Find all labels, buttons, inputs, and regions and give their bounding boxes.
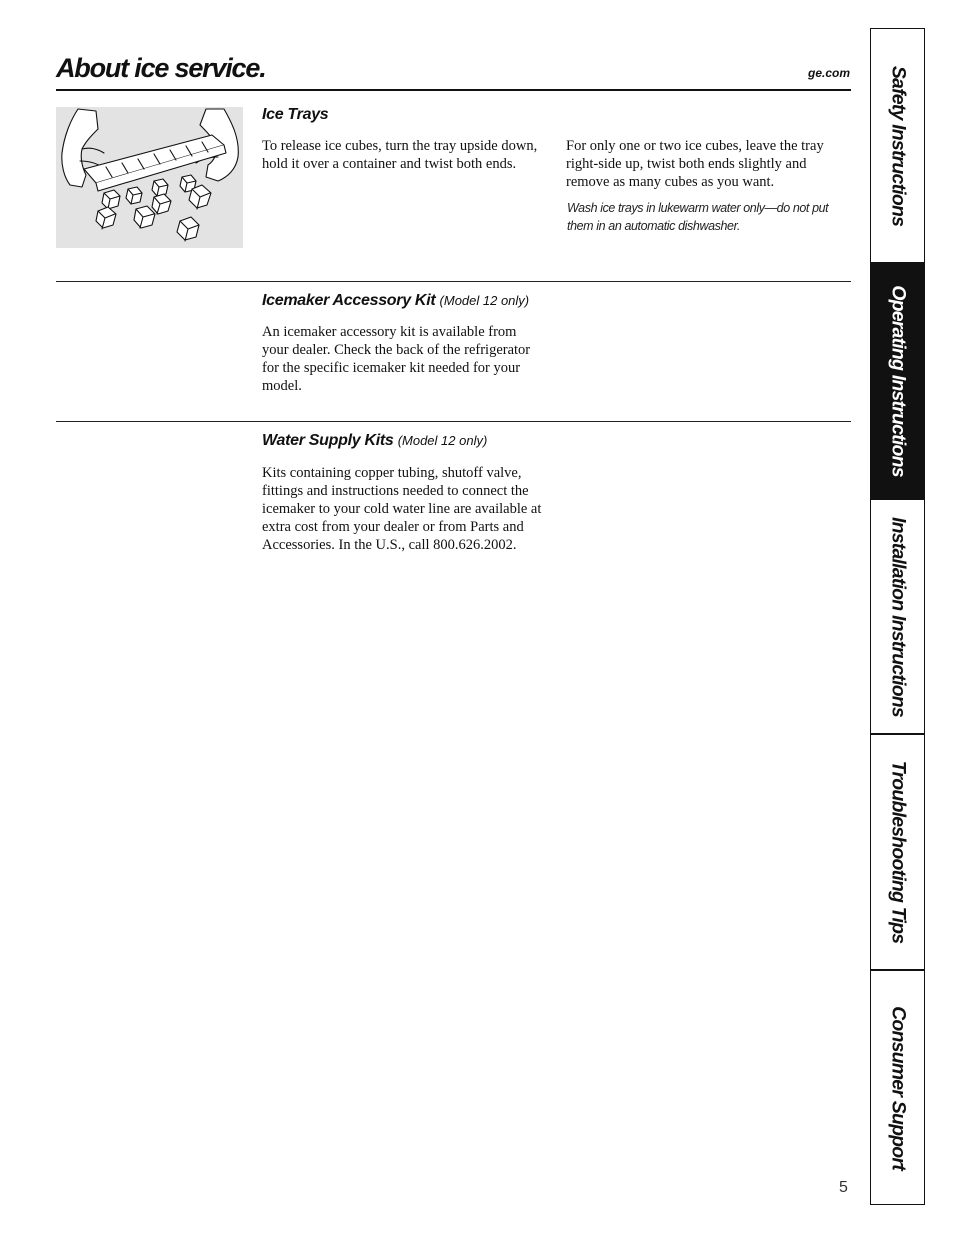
tab-label: Operating Instructions [887, 285, 909, 477]
tab-label: Troubleshooting Tips [887, 760, 909, 944]
icemaker-kit-heading [262, 291, 529, 311]
page-title: About ice service. [56, 53, 266, 83]
tab-label: Installation Instructions [887, 516, 909, 717]
tab-installation-instructions[interactable] [871, 500, 924, 735]
ice-trays-paragraph-1: To release ice cubes, turn the tray upside down, hold it over a container and twist both ends. [262, 138, 538, 172]
tab-safety-instructions[interactable] [871, 29, 924, 264]
section-divider [56, 281, 851, 282]
ice-trays-heading [262, 105, 328, 125]
icemaker-kit-title: Icemaker Accessory Kit [262, 292, 436, 309]
tab-consumer-support[interactable] [871, 971, 924, 1204]
ice-trays-caution: Wash ice trays in lukewarm water only—do not put them in an automatic dishwasher. [567, 201, 829, 233]
icemaker-kit-paragraph: An icemaker accessory kit is available from your dealer. Check the back of the refrigerator for the specific icemaker kit needed for your model. [262, 324, 531, 394]
tab-troubleshooting-tips[interactable] [871, 735, 924, 971]
hands-twisting-ice-tray-illustration [56, 107, 243, 248]
section-divider [56, 421, 851, 422]
title-divider [56, 89, 851, 91]
tab-operating-instructions[interactable] [871, 264, 924, 500]
ice-tray-illustration [56, 107, 243, 248]
water-supply-model-note: (Model 12 only) [397, 433, 488, 448]
water-supply-paragraph: Kits containing copper tubing, shutoff valve, fittings and instructions needed to connect the icemaker to your cold water line are available at extra cost from your dealer or from Parts and Accessories. In the U.S., call 800.626.2002. [262, 465, 542, 553]
ice-trays-title: Ice Trays [262, 106, 329, 123]
icemaker-kit-model-note: (Model 12 only) [439, 293, 530, 308]
section-tabs [870, 28, 925, 1205]
tab-label: Consumer Support [887, 1005, 909, 1170]
tab-label: Safety Instructions [887, 65, 909, 226]
ice-trays-paragraph-2: For only one or two ice cubes, leave the tray right-side up, twist both ends slightly and remove as many cubes as you want. [566, 138, 824, 190]
water-supply-title: Water Supply Kits [262, 432, 394, 449]
water-supply-heading [262, 431, 487, 451]
site-link[interactable]: ge.com [807, 66, 850, 80]
page-number: 5 [839, 1179, 848, 1196]
